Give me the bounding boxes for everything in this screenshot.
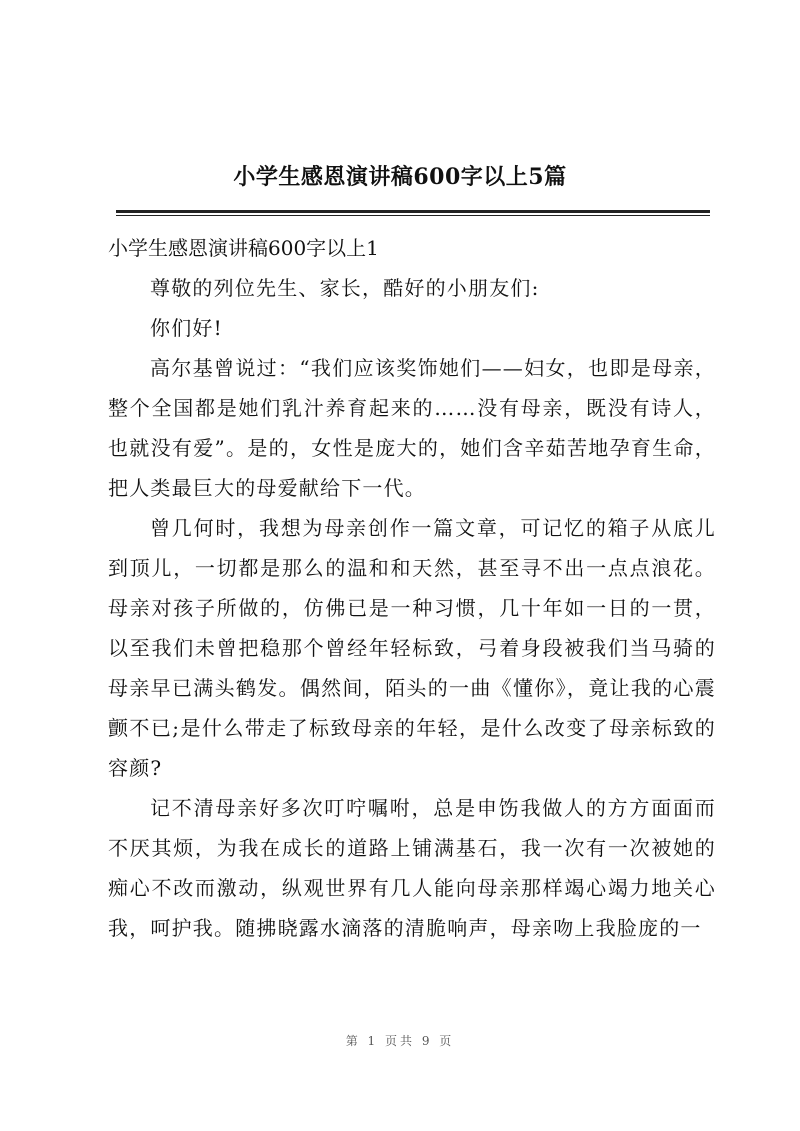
paragraph-memory: 曾几何时，我想为母亲创作一篇文章，可记忆的箱子从底儿到顶儿，一切都是那么的温和和天然，甚至寻不出一点点浪花。母亲对孩子所做的，仿佛已是一种习惯，几十年如一日的一贯，以至我们未曾把稳那个曾经年轻标致，弓着身段被我们当马骑的母亲早已满头鹤发。偶然间，陌头的一曲《懂你》，竟让我的心震颤不已;是什么带走了标致母亲的年轻，是什么改变了母亲标致的容颜? (108, 516, 716, 780)
section-heading: 小学生感恩演讲稿600字以上1 (108, 236, 379, 260)
paragraph-greeting-audience: 尊敬的列位先生、家长，酷好的小朋友们: (150, 276, 540, 300)
document-body (108, 228, 716, 948)
title-divider-thin (116, 215, 710, 216)
page-number-footer: 第 1 页共 9 页 (345, 1034, 455, 1048)
paragraph-gorky-quote: 高尔基曾说过：“我们应该奖饰她们——妇女，也即是母亲，整个全国都是她们乳汁养育起来的……没有母亲，既没有诗人，也就没有爱”。是的，女性是庞大的，她们含辛茹苦地孕育生命，把人类最巨大的母爱献给下一代。 (108, 356, 716, 500)
document-title: 小学生感恩演讲稿600字以上5篇 (233, 164, 567, 190)
title-divider-thick (116, 210, 710, 213)
paragraph-mother-care: 记不清母亲好多次叮咛嘱咐，总是申饬我做人的方方面面而不厌其烦，为我在成长的道路上铺满基石，我一次有一次被她的痴心不改而激动，纵观世界有几人能向母亲那样竭心竭力地关心我，呵护我。随拂晓露水滴落的清脆响声，母亲吻上我脸庞的一 (108, 796, 716, 940)
paragraph-greeting-hello: 你们好! (150, 316, 223, 340)
